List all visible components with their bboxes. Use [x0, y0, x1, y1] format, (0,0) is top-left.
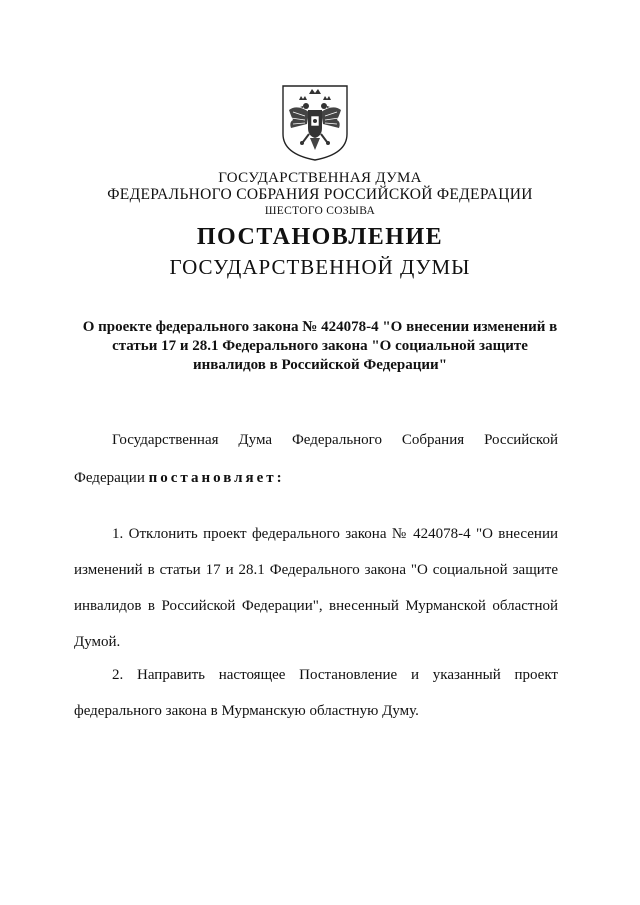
preamble-line: Государственная Дума Федерального Собрания Российской — [112, 432, 558, 448]
subject-line: инвалидов в Российской Федерации" — [192, 357, 448, 373]
preamble-line — [74, 470, 558, 487]
item-2-line: 2. Направить настоящее Постановление и указанный проект — [112, 667, 558, 683]
item-1-line: 1. Отклонить проект федерального закона № 424078-4 "О внесении — [112, 526, 558, 542]
subject-heading — [70, 318, 570, 375]
preamble-prefix: Федерации — [74, 470, 145, 486]
item-1-line: изменений в статьи 17 и 28.1 Федерального закона "О социальной защите — [74, 562, 558, 578]
header-convocation: ШЕСТОГО СОЗЫВА — [264, 205, 376, 217]
subject-line: статьи 17 и 28.1 Федерального закона "О социальной защите — [112, 338, 528, 354]
header-federal-assembly: ФЕДЕРАЛЬНОГО СОБРАНИЯ РОССИЙСКОЙ ФЕДЕРАЦИИ — [107, 186, 533, 203]
item-1-line: Думой. — [74, 634, 121, 650]
document-title: ПОСТАНОВЛЕНИЕ — [196, 224, 444, 250]
subject-line: О проекте федерального закона № 424078-4 "О внесении изменений в — [82, 319, 558, 335]
resolves-word: постановляет: — [148, 470, 285, 486]
header-duma: ГОСУДАРСТВЕННАЯ ДУМА — [218, 170, 422, 186]
item-1-line: инвалидов в Российской Федерации", внесенный Мурманской областной — [74, 598, 558, 614]
document-subtitle: ГОСУДАРСТВЕННОЙ ДУМЫ — [169, 255, 471, 279]
item-2-line: федерального закона в Мурманскую областную Думу. — [74, 703, 419, 719]
coat-of-arms-icon — [279, 82, 351, 162]
